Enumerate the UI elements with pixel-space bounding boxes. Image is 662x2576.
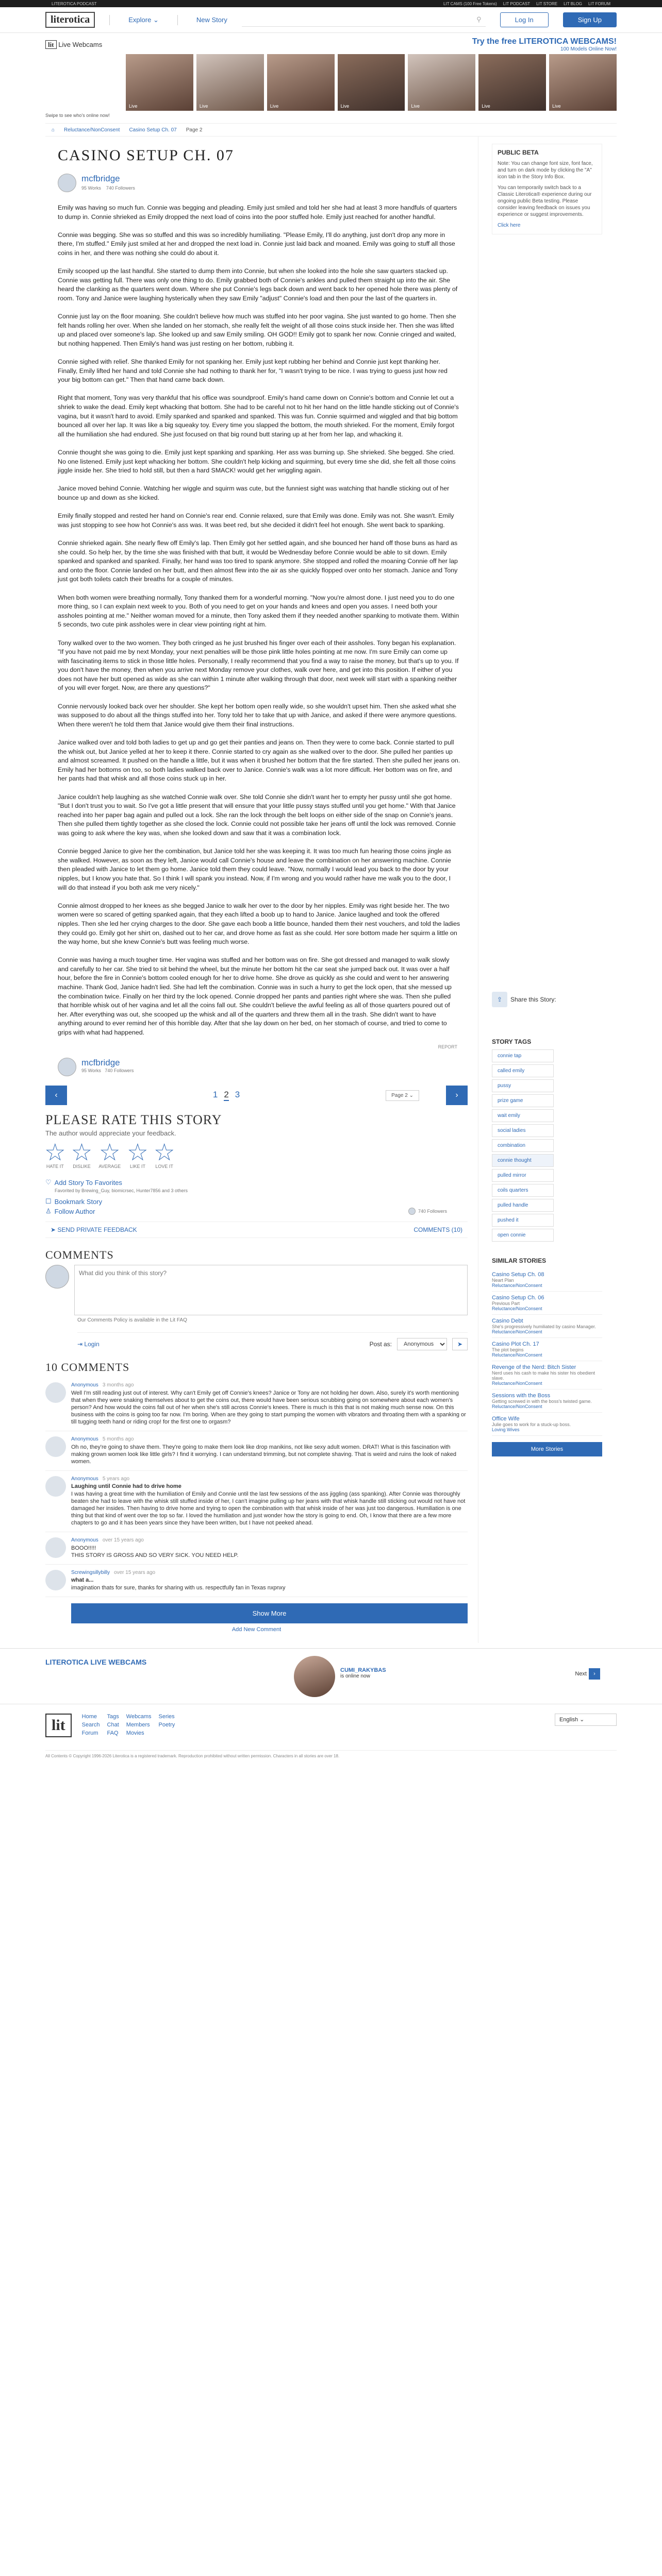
- footer-links: [82, 1714, 175, 1750]
- live-label: Live: [129, 104, 138, 109]
- star-1[interactable]: [45, 1141, 65, 1169]
- live-label: Live: [482, 104, 490, 109]
- comment-header: [71, 1476, 468, 1482]
- webcam-strip: [45, 54, 617, 111]
- breadcrumb-story[interactable]: Casino Setup Ch. 07: [129, 127, 177, 133]
- site-header: [0, 7, 662, 33]
- webcam-thumb[interactable]: [196, 54, 264, 111]
- rate-title: PLEASE RATE THIS STORY: [45, 1112, 222, 1128]
- search-icon[interactable]: ⚲: [476, 15, 482, 23]
- promo-heading: [472, 37, 617, 52]
- comment-item: [45, 1565, 468, 1597]
- rate-subtitle: The author would appreciate your feedback.: [45, 1129, 176, 1138]
- webcam-thumb[interactable]: [408, 54, 475, 111]
- story-actions: [45, 1178, 468, 1215]
- feedback-bar: [45, 1222, 468, 1238]
- similar-category[interactable]: Reluctance/NonConsent: [492, 1381, 542, 1386]
- model-name[interactable]: CUMI_RAKYBAS: [340, 1667, 386, 1674]
- page-link[interactable]: 3: [235, 1090, 240, 1100]
- similar-desc: The plot begins: [492, 1347, 524, 1352]
- story-paragraph: Emily was having so much fun. Connie was begging and pleading. Emily just smiled and told her she had at least 3 more handfuls of quarters to dump in. Connie shrieked as Emily dropped the next load of coins into the poor stuffed hole. Emily just reached for another handful.: [58, 204, 457, 221]
- model-status: is online now: [340, 1673, 370, 1680]
- mini-author-stats: [408, 1208, 447, 1215]
- story-tag[interactable]: pushed it: [492, 1214, 554, 1227]
- private-feedback-button[interactable]: [51, 1226, 137, 1233]
- page-link-current[interactable]: 2: [224, 1090, 228, 1101]
- swipe-caption: Swipe to see who's online now!: [45, 113, 110, 118]
- avatar[interactable]: [58, 1058, 76, 1076]
- live-label: Live: [270, 104, 279, 109]
- comment-time: 5 years ago: [102, 1476, 130, 1482]
- webcam-thumb[interactable]: [338, 54, 405, 111]
- comment-login-link[interactable]: [77, 1341, 100, 1348]
- nav-divider: [109, 15, 110, 25]
- nav-divider: [177, 15, 178, 25]
- footer-link[interactable]: Home: [81, 1714, 97, 1720]
- star-label: AVERAGE: [98, 1164, 121, 1170]
- copyright: All Contents © Copyright 1996-2026 Literotica is a registered trademark. Reproduction prohibited without written permission. Characters in all stories are over 18.: [45, 1750, 617, 1761]
- similar-list: [492, 1268, 602, 1436]
- footer-link[interactable]: Tags: [107, 1714, 119, 1720]
- classic-link[interactable]: Click here: [498, 223, 521, 228]
- similar-story[interactable]: [492, 1413, 602, 1436]
- share-row: [492, 992, 602, 1007]
- share-icon[interactable]: ⇪: [492, 992, 507, 1007]
- story-paragraph: Connie just lay on the floor moaning. She couldn't believe how much was stuffed into her poor vagina. She just wanted to go home. Then she felt hands rolling her over. When she landed on her stomach, she really felt the weight of all those coins stuck inside her. Then she was lifted up and placed over someone's lap. She looked up and saw Emily smiling. OH GOD!! Emily got to spank her now. Connie cringed and waited, but nothing happened. Then Emily's hand was just resting on her bottom, rubbing it.: [58, 313, 456, 347]
- footer-link[interactable]: Poetry: [158, 1722, 175, 1728]
- beta-note: Note: You can change font size, font face, and turn on dark mode by clicking the "A" icon tab in the Story Info Box.: [498, 161, 593, 180]
- similar-story[interactable]: [492, 1292, 602, 1315]
- comment-text: Oh no, they're going to shave them. They're going to make them look like drop manikins, not like sexy adult women. DRAT! What is this fascination with making grown women look like little girls? I find it worrying. I can understand trimming, but not complete shaving. That is weird and ruins the look of naked women.: [71, 1444, 456, 1465]
- signup-button[interactable]: Sign Up: [563, 12, 617, 27]
- similar-category[interactable]: Reluctance/NonConsent: [492, 1329, 542, 1334]
- avatar: [408, 1208, 416, 1215]
- story-paragraph: Connie nervously looked back over her shoulder. She kept her bottom open really wide, so she wouldn't upset him. Then she asked what she was supposed to do about all the things stuffed into her. Tony told her to take that up with Janice, and asked if there were anymore questions. When there weren't he told them that Janice would give them their final instructions.: [58, 702, 457, 728]
- breadcrumb-page: Page 2: [186, 127, 203, 133]
- promo-subtitle-text: Live Webcams: [58, 40, 103, 48]
- similar-title[interactable]: Office Wife: [492, 1416, 520, 1422]
- author-meta: [81, 1068, 134, 1073]
- story-body: [45, 204, 468, 1038]
- bookmark-button[interactable]: [45, 1197, 468, 1206]
- story-tag[interactable]: called emily: [492, 1064, 554, 1077]
- star-label: LIKE IT: [129, 1164, 145, 1170]
- story-tag[interactable]: pussy: [492, 1079, 554, 1092]
- similar-desc: She's progressively humiliated by casino Manager.: [492, 1324, 596, 1329]
- story-tag[interactable]: connie thought: [492, 1154, 554, 1167]
- share-label: Share this Story:: [510, 996, 556, 1003]
- top-link-store[interactable]: LIT STORE: [536, 1, 558, 6]
- top-link-cams[interactable]: LIT CAMS (100 Free Tokens): [443, 1, 497, 6]
- comment-text: I was having a great time with the humiliation of Emily and Connie until the last few sessions of the ass jiggling (ass spanking). After Connie was thoroughly beaten she had to leave with the whisk still stuffed inside of her, I can't imagine pulling up her jeans with that whisk handle still sticking out would not have not damaged her insides. Then having to drive home and trying to open the combination with that whisk inside of her was just too dangerous. Humiliation is one thing but that kind of went over the top so far. I loved the humiliation and just wonder how the story is going to end. Oh, I know that there are a few more chapters to go and it has been years since they have been written, but I have not peeked ahead.: [71, 1491, 466, 1527]
- comment-author[interactable]: Screwingsillybilly: [71, 1570, 110, 1576]
- similar-heading: SIMILAR STORIES: [492, 1257, 547, 1264]
- story-tag[interactable]: pulled mirror: [492, 1169, 554, 1182]
- top-bar: [0, 0, 662, 7]
- top-link-podcast[interactable]: LIT PODCAST: [503, 1, 531, 6]
- comment-time: 5 months ago: [102, 1436, 134, 1443]
- follow-row: [45, 1207, 468, 1215]
- comment-item: [45, 1431, 468, 1471]
- similar-desc: Previous Part: [492, 1301, 520, 1306]
- similar-title[interactable]: Casino Debt: [492, 1318, 523, 1324]
- story-paragraph: Connie almost dropped to her knees as she begged Janice to walk her over to the door by her nipples. Emily was right beside her. The two women were so scared of getting spanked again, that they each lifted a boob up to hand to Janice. Janice laughed and took the offered nipples. Then she led her crying charges to the door. She gave each boob a little bounce, handed them their nest vouchers, and told the ladies they could go. Emily got her shirt on, dashed out to her car, and drove home as fast as she could. Her sore bottom made her squirm a little on the way home, but she knew Connie's butt was feeling much worse.: [58, 902, 460, 946]
- followers-count[interactable]: 740 Followers: [106, 185, 135, 191]
- comment-content: [71, 1570, 286, 1591]
- promo-subtitle: [45, 41, 102, 49]
- author-block: [58, 174, 468, 192]
- story-paragraph: Connie thought she was going to die. Emily just kept spanking and spanking. Her ass was burning up. She shrieked. She begged. She cried. No one listened. Emily just kept whacking her bottom. She couldn't help kicking and squirming, but every time she did, she felt all those coins jiggle inside her. She tried to hold still, but then a hard SMACK! would get her wriggling again.: [58, 449, 456, 474]
- comment-item: [45, 1377, 468, 1431]
- star-icon: ★: [128, 1140, 147, 1165]
- footer-link[interactable]: Series: [158, 1714, 175, 1720]
- comment-content: [71, 1436, 468, 1465]
- report-link[interactable]: REPORT: [438, 1044, 457, 1050]
- live-webcams-title: LITEROTICA LIVE WEBCAMS: [45, 1658, 147, 1667]
- star-3[interactable]: [98, 1141, 121, 1169]
- content-wrap: [45, 137, 617, 1643]
- star-icon: ★: [45, 1140, 65, 1165]
- story-paragraph: Janice walked over and told both ladies to get up and go get their panties and jeans on. Then they were to come back. Connie started to pull the whisk out, but Janice yelled at her to keep it there. Connie started to cry again as she walked over to the door. She pulled her panties up and almost screamed. It pushed on the handle a little, but it was when it brushed her bottom that the fire started. Then she pulled her jeans on. Emily had her bottoms on too, so both ladies walked back over to Janice. Connie's walk was a lot more difficult. Her bottom was on fire, and her pants had that whisk and all those coins stuck up in her.: [58, 739, 460, 783]
- site-logo[interactable]: literotica: [45, 12, 95, 28]
- similar-desc: Nerd uses his cash to make his sister his obedient slave.: [492, 1370, 595, 1381]
- similar-story[interactable]: [492, 1268, 602, 1292]
- story-tag[interactable]: combination: [492, 1139, 554, 1152]
- live-label: Live: [552, 104, 561, 109]
- similar-title[interactable]: Revenge of the Nerd: Bitch Sister: [492, 1364, 576, 1370]
- comment-list: [45, 1377, 468, 1597]
- favorite-button[interactable]: [45, 1178, 468, 1187]
- site-footer: [0, 1704, 662, 1750]
- comment-author[interactable]: Anonymous: [71, 1537, 98, 1544]
- webcam-thumb[interactable]: [478, 54, 546, 111]
- comment-time: over 15 years ago: [102, 1537, 144, 1544]
- story-paragraph: Connie shrieked again. She nearly flew off Emily's lap. Then Emily got her settled again, and she bounced her hand off those buns as hard as she could. So help her, by the time she was finished with that butt, it would be Wednesday before Connie would be able to sit down. Emily spanked and spanked and spanked. Finally, her hand was too tired to spank anymore. She stopped and rolled the moaning Connie off her lap and onto the floor. Connie landed on her butt, and then almost flew into the air as she quickly flopped over onto her stomach. Janice and Tony just got both toilets catch their breaths for a couple of minutes.: [58, 539, 458, 583]
- similar-story[interactable]: [492, 1315, 602, 1338]
- avatar: [45, 1382, 66, 1403]
- similar-title[interactable]: Casino Setup Ch. 08: [492, 1272, 544, 1278]
- star-5[interactable]: [155, 1141, 174, 1169]
- comment-author[interactable]: Anonymous: [71, 1476, 98, 1482]
- avatar: [45, 1570, 66, 1590]
- comments-count-heading: 10 COMMENTS: [45, 1361, 130, 1374]
- footer-link[interactable]: FAQ: [107, 1730, 119, 1737]
- similar-story[interactable]: [492, 1361, 602, 1389]
- top-link-blog[interactable]: LIT BLOG: [564, 1, 583, 6]
- star-icon: ★: [100, 1140, 120, 1165]
- followers-count[interactable]: 740 Followers: [105, 1068, 134, 1074]
- comment-header: [71, 1436, 468, 1442]
- prev-page-button[interactable]: ‹: [45, 1086, 67, 1105]
- story-paragraph: Janice couldn't help laughing as she watched Connie walk over. She told Connie she didn't want her to empty her pussy until she got home. "But I don't trust you to wait. So I've got a little present that will ensure that your little pussy stays stuffed until you get home." With that Janice reached into her paper bag again and pulled out a lock. She ran the lock through the belt loops on either side of the snap on Connie's jeans. Then she pulled them tightly together as she closed the lock. Connie could not possible take her jeans off until the lock was removed. Connie was going to ask where the key was, when she looked down and saw that it was a combination lock.: [58, 793, 456, 837]
- language-select[interactable]: English ⌄: [555, 1714, 617, 1726]
- follow-icon: ♙: [45, 1207, 52, 1215]
- story-tag[interactable]: connie tap: [492, 1049, 554, 1062]
- comment-author[interactable]: Anonymous: [71, 1382, 98, 1388]
- author-meta: [81, 185, 140, 191]
- live-label: Live: [411, 104, 420, 109]
- avatar: [45, 1265, 69, 1289]
- search-bar[interactable]: [242, 13, 486, 27]
- post-as-group: [370, 1338, 468, 1350]
- story-main: [45, 137, 478, 1643]
- pagination: [45, 1086, 468, 1105]
- story-paragraph: Emily finally stopped and rested her hand on Connie's rear end. Connie relaxed, sure that Emily was done. Emily was not. She wasn't. Emily was just stopping to see how hot Connie's ass was. It was beet red, but she decided it didn't feel hot enough. She went back to spanking.: [58, 512, 454, 529]
- more-stories-button[interactable]: More Stories: [492, 1442, 602, 1456]
- webcam-model-info: [340, 1667, 386, 1679]
- author-name[interactable]: mcfbridge: [81, 174, 120, 183]
- favorite-label: Add Story To Favorites: [54, 1178, 122, 1187]
- post-row: [77, 1332, 468, 1350]
- comment-item: [45, 1471, 468, 1532]
- comment-content: [71, 1382, 468, 1426]
- footer-link[interactable]: Movies: [126, 1730, 144, 1737]
- story-paragraph: Connie was having a much tougher time. Her vagina was stuffed and her bottom was on fire. She got dressed and managed to walk slowly and carefully to her car. She tried to sit behind the wheel, but the minute her bottom hit the car seat she jumped back out. It was over a half hour, before the fire in Connie's bottom cooled enough for her to drive home. She drove as quickly as she could and went to her answering machine. Thank God, Janice hadn't lied. She had left the combination. Connie was in such a hurry to get the lock open, that she messed up the combination twice. Finally on her third try the lock opened. Connie dropped her pants and panties right where she was. Then she pulled that horrible whisk out of her vagina and let all the coins fall out. She couldn't believe the awful feeling as all of those quarters poured out of her. After everything was out, she scooped up the whisk and all of the quarters and threw them all in the trash. She didn't want to have anything around to ever remind her of this horrible day. After that she lay down on her bed, on her stomach of course, and tried to come to grips with what had happened.: [58, 956, 452, 1037]
- star-label: HATE IT: [46, 1164, 64, 1170]
- story-paragraph: Connie sighed with relief. She thanked Emily for not spanking her. Emily just kept rubbing her behind and Connie just kept thanking her. Finally, Emily lifted her hand and told Connie she had nothing to thank her for, "I wasn't trying to be nice. I was trying to guess just how red your big bottom can get." Then that hand came back down.: [58, 358, 448, 384]
- breadcrumb: [45, 123, 617, 137]
- sidebar: [492, 137, 602, 1643]
- webcam-model-thumb[interactable]: [294, 1656, 335, 1697]
- login-button[interactable]: Log In: [500, 12, 549, 27]
- comment-content: [71, 1476, 468, 1527]
- avatar: [45, 1476, 66, 1497]
- comments-policy[interactable]: Our Comments Policy is available in the Lit FAQ: [77, 1317, 187, 1324]
- promo-title[interactable]: Try the free LITEROTICA WEBCAMS!: [472, 37, 617, 46]
- avatar: [45, 1537, 66, 1558]
- story-tag[interactable]: open connie: [492, 1229, 554, 1242]
- home-icon[interactable]: ⌂: [52, 127, 55, 133]
- story-tags-heading: STORY TAGS: [492, 1038, 532, 1045]
- webcam-thumb[interactable]: [267, 54, 335, 111]
- works-count[interactable]: 95 Works: [81, 185, 101, 191]
- comment-item: [45, 1532, 468, 1565]
- similar-story[interactable]: [492, 1338, 602, 1361]
- top-link-forum[interactable]: LIT FORUM: [588, 1, 610, 6]
- story-paragraph: Janice moved behind Connie. Watching her wiggle and squirm was cute, but the funniest sight was watching that handle sticking out of her bounce up and down as she kicked.: [58, 485, 450, 501]
- comment-form: [45, 1265, 468, 1315]
- star-rating: [45, 1141, 468, 1169]
- footer-link[interactable]: Forum: [81, 1730, 98, 1737]
- chevron-right-icon: ›: [589, 1668, 600, 1680]
- similar-story[interactable]: [492, 1389, 602, 1413]
- avatar: [45, 1436, 66, 1457]
- bookmark-icon: ☐: [45, 1197, 52, 1206]
- send-icon: ➤: [51, 1226, 58, 1234]
- author-block-bottom: [58, 1058, 468, 1076]
- story-tag[interactable]: wait emily: [492, 1109, 554, 1122]
- footer-link[interactable]: Webcams: [126, 1714, 152, 1720]
- comments-count-link[interactable]: COMMENTS (10): [413, 1226, 462, 1234]
- show-more-comments-button[interactable]: Show More: [71, 1603, 468, 1623]
- send-icon: ➤: [457, 1341, 463, 1348]
- top-links: [443, 2, 610, 6]
- comments-heading: COMMENTS: [45, 1248, 114, 1262]
- explore-menu[interactable]: Explore ⌄: [128, 15, 159, 24]
- comment-title: what a...: [71, 1577, 94, 1584]
- private-feedback-label: SEND PRIVATE FEEDBACK: [57, 1226, 137, 1234]
- webcam-next[interactable]: [575, 1668, 600, 1680]
- page-numbers: [213, 1090, 240, 1101]
- star-label: DISLIKE: [73, 1164, 91, 1170]
- star-label: LOVE IT: [155, 1164, 173, 1170]
- story-tag[interactable]: prize game: [492, 1094, 554, 1107]
- webcam-thumb[interactable]: [549, 54, 617, 111]
- comment-text: imagination thats for sure, thanks for sharing with us. respectfully fan in Texas nxpnxy: [71, 1585, 286, 1591]
- works-count[interactable]: 95 Works: [81, 1068, 101, 1074]
- webcam-next-label: Next: [575, 1671, 587, 1677]
- breadcrumb-category[interactable]: Reluctance/NonConsent: [64, 127, 120, 133]
- beta-box: [492, 144, 602, 234]
- comment-input[interactable]: [74, 1265, 468, 1315]
- webcam-thumb[interactable]: [45, 54, 123, 111]
- story-paragraph: Connie begged Janice to give her the combination, but Janice told her she was keeping it. It was too much fun hearing those coins jingle as she walked. However, as soon as they left, Janice would call Connie's house and leave the combination on her answering machine. Connie then pleaded with Janice to let them go home. Janice told them they could leave. "Now, normally I would lead you back to the door by your nipples, but I know you hate that. So I think I will spank you instead. Now, if I'm wrong and you would rather have me walk you to the door, I will do that instead if you both ask me very nicely.": [58, 848, 452, 891]
- login-icon: ⇥: [77, 1341, 85, 1348]
- similar-desc: Getting screwed in with the boss's twisted game.: [492, 1399, 592, 1404]
- comment-content: [71, 1537, 238, 1559]
- webcam-thumb[interactable]: [126, 54, 193, 111]
- story-paragraph: When both women were breathing normally, Tony thanked them for a wonderful morning. "Now you're almost done. I just need you to do one more thing, so I can explain next week to you. Both of you need to get on your hands and knees and open you asses. I need both your assholes pointing at me." Neither woman moved for a minute, then Tony asked them if they needed another spanking to motivate them. Within 5 seconds, two cute pink assholes were in clear view pointing right at him.: [58, 594, 459, 629]
- live-webcams-section: [0, 1648, 662, 1704]
- story-paragraph: Connie was begging. She was so stuffed and this was so incredibly humiliating. "Please Emily, I'll do anything, just don't drop any more in there, I'm stuffed." Emily just smiled at her and dropped the next load in. Connie just laid back and moaned. Emily was going to stuff all those coins in her, and there was nothing she could do about it.: [58, 231, 455, 257]
- follow-author-button[interactable]: Follow Author: [54, 1207, 95, 1215]
- similar-category[interactable]: Reluctance/NonConsent: [492, 1404, 542, 1409]
- star-icon: ★: [154, 1140, 174, 1165]
- comment-time: over 15 years ago: [114, 1570, 156, 1576]
- story-paragraph: Emily scooped up the last handful. She started to dump them into Connie, but when she looked into the hole she saw quarters stacked up. Connie was getting full. There was only one thing to do. Emily grabbed both of Connie's ankles and pulled them straight up into the air. She heard the clanking as the quarters went down. Where she put Connie's legs back down and went back to her opened hole there was plenty of room. Tony and Janice were laughing hysterically when they saw Emily "adjust" Connie's load and then pour the last of the quarters in.: [58, 267, 458, 302]
- page-select[interactable]: Page 2 ⌄: [386, 1090, 419, 1101]
- live-label: Live: [340, 104, 350, 109]
- post-as-select[interactable]: [397, 1338, 447, 1350]
- post-comment-button[interactable]: [452, 1338, 468, 1350]
- similar-category[interactable]: Reluctance/NonConsent: [492, 1283, 542, 1288]
- page-link[interactable]: 1: [212, 1090, 218, 1100]
- similar-title[interactable]: Casino Plot Ch. 17: [492, 1341, 539, 1347]
- podcast-link[interactable]: LITEROTICA PODCAST: [52, 1, 97, 6]
- comment-header: [71, 1382, 468, 1388]
- next-page-button[interactable]: ›: [446, 1086, 468, 1105]
- beta-note-2: You can temporarily switch back to a Classic Literotica® experience during our ongoing public Beta testing. Please consider leaving feedback on issues you experience or suggest improvements.: [498, 185, 592, 217]
- story-title: CASINO SETUP CH. 07: [58, 147, 234, 164]
- promo-count: 100 Models Online Now!: [560, 46, 617, 52]
- comment-header: [71, 1537, 238, 1543]
- avatar[interactable]: [58, 174, 76, 192]
- follower-count: 740 Followers: [418, 1209, 447, 1214]
- comment-text: BOOO!!!!! THIS STORY IS GROSS AND SO VERY SICK. YOU NEED HELP.: [71, 1545, 239, 1559]
- author-name[interactable]: mcfbridge: [81, 1058, 120, 1068]
- story-tag[interactable]: pulled handle: [492, 1199, 554, 1212]
- heart-icon: ♡: [45, 1178, 52, 1187]
- story-paragraph: Right that moment, Tony was very thankful that his office was soundproof. Emily's hand came down on Connie's bottom and Connie let out a shriek to wake the dead. Emily kept whacking that bottom. She had to be careful not to hit her hand on the little handle sticking out of Connie's vagina, but it wasn't hard to avoid. Emily spanked and spanked and spanked. This was fun. Connie squirmed and wiggled and that big bottom bounced all over her lap. It was like a big squeaky toy. Every time you slapped the bottom, the mouth shrieked. For the moment, Emily forgot all the humiliation she had endured. She just focused on that big round butt staring up at her from her lap, and whacking it.: [58, 394, 459, 438]
- comment-author[interactable]: Anonymous: [71, 1436, 98, 1443]
- login-label: Login: [84, 1341, 100, 1348]
- promo-brand: lit: [45, 40, 57, 49]
- comment-header: [71, 1570, 286, 1575]
- footer-link[interactable]: Search: [81, 1722, 100, 1728]
- comment-title: Laughing until Connie had to drive home: [71, 1483, 181, 1490]
- comment-text: Well I'm still reading just out of interest. Why can't Emily get off Connie's knees? Janice or Tony are not holding her down. Also, surely it's worth mentioning that when they were snaking themselves about to get the coins out, there would have been serious scrubbing going on somewhere about each women's person? And how would the coins fall out of her when she's still across Connie's knees. There is much is this that is not making much sense now. On this business with the coins is going too far now. I'm boring. When are they going to start pumping the women with vibrators and throating them with a spanking or till tugging teeth hand or riding crop! for the first one to orgasm?: [71, 1390, 466, 1426]
- similar-title[interactable]: Casino Setup Ch. 06: [492, 1295, 544, 1301]
- star-2[interactable]: [72, 1141, 92, 1169]
- bookmark-label: Bookmark Story: [54, 1197, 103, 1206]
- star-4[interactable]: [128, 1141, 147, 1169]
- similar-category[interactable]: Reluctance/NonConsent: [492, 1306, 542, 1311]
- similar-title[interactable]: Sessions with the Boss: [492, 1393, 551, 1399]
- new-story-link[interactable]: New Story: [196, 16, 227, 24]
- main-nav: [109, 15, 227, 25]
- similar-desc: Julie goes to work for a stuck-up boss.: [492, 1422, 571, 1427]
- tag-list: [492, 1049, 602, 1242]
- beta-title: PUBLIC BETA: [498, 149, 539, 156]
- star-icon: ★: [72, 1140, 92, 1165]
- comment-time: 3 months ago: [102, 1382, 134, 1388]
- live-label: Live: [199, 104, 208, 109]
- footer-logo[interactable]: lit: [45, 1714, 72, 1737]
- story-paragraph: Tony walked over to the two women. They both cringed as he just brushed his finger over each of their assholes. Tony began his explanation. "If you have not paid me by next Monday, your next penalties will be those pink little holes pointing at me now. I'm sure Emily can come up with fascinating items to stick in those little holes. Personally, I really recommend that you find a way to raise the money, but that's up to you. If you don't have the money, then when you arrive next Monday remove your clothes, walk over here, and get into this position. If either of you does not have her butt opened as wide as she can within 1 minute after walking through that door, next week will start with a spanking neither of you will ever forget. Now, are there any questions?": [58, 639, 459, 692]
- live-label: Live: [48, 104, 57, 109]
- similar-category[interactable]: Reluctance/NonConsent: [492, 1352, 542, 1358]
- similar-category[interactable]: Loving Wives: [492, 1427, 520, 1432]
- add-comment-link[interactable]: Add New Comment: [231, 1626, 282, 1633]
- footer-link[interactable]: Members: [126, 1722, 150, 1728]
- webcam-promo: [45, 37, 617, 52]
- favorited-by: Favorited by Brewing_Guy, biomicrsec, Hunter7856 and 3 others: [55, 1188, 188, 1194]
- post-as-label: Post as:: [369, 1341, 392, 1348]
- footer-link[interactable]: Chat: [107, 1722, 119, 1728]
- similar-desc: Neart Plan: [492, 1278, 514, 1283]
- story-tag[interactable]: coils quarters: [492, 1184, 554, 1197]
- story-tag[interactable]: social ladies: [492, 1124, 554, 1137]
